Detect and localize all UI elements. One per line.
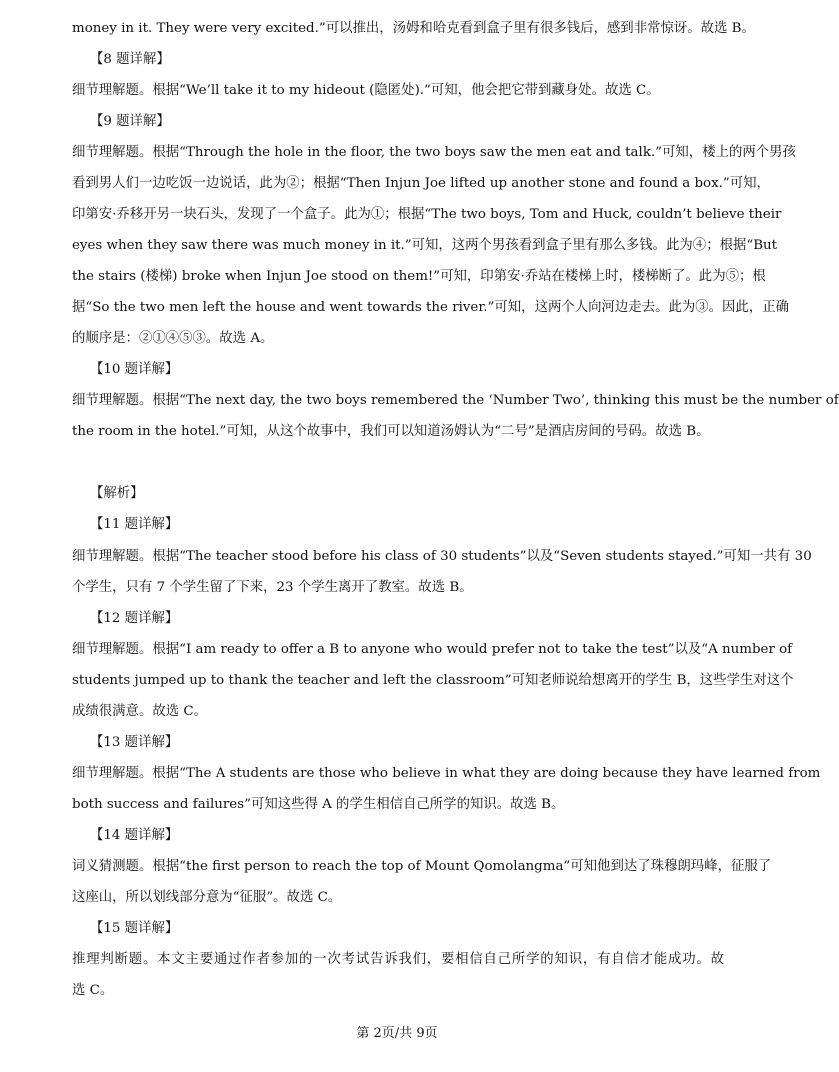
text-line: 的顺序是：②①④⑤③。故选 A。 [72, 331, 274, 346]
text-line: 推理判断题。本文主要通过作者参加的一次考试告诉我们，要相信自己所学的知识，有自信才能成功。故 [72, 952, 724, 967]
text-line: students jumped up to thank the teacher and left the classroom”可知老师说给想离开的学生 B，这些学生对这个 [72, 673, 794, 688]
text-line: the room in the hotel.”可知，从这个故事中，我们可以知道汤姆认为“二号”是酒店房间的号码。故选 B。 [72, 424, 710, 439]
section-heading: 【12 题详解】 [90, 611, 179, 626]
section-heading: 【9 题详解】 [90, 114, 170, 129]
text-line: 词义猜测题。根据“the first person to reach the top of Mount Qomolangma”可知他到达了珠穆朗玛峰，征服了 [72, 859, 772, 874]
text-line: 印第安·乔移开另一块石头，发现了一个盒子。此为①；根据“The two boys, Tom and Huck, couldn’t believe their [72, 207, 782, 222]
text-line: 细节理解题。根据“Through the hole in the floor, the two boys saw the men eat and talk.”可知，楼上的两个男孩 [72, 145, 796, 160]
text-line: both success and failures”可知这些得 A 的学生相信自己所学的知识。故选 B。 [72, 797, 565, 812]
section-heading: 【14 题详解】 [90, 828, 179, 843]
text-line: 选 C。 [72, 983, 114, 998]
text-line: 看到男人们一边吃饭一边说话，此为②；根据“Then Injun Joe lifted up another stone and found a box.”可知， [72, 176, 770, 191]
text-line: eyes when they saw there was much money in it.”可知，这两个男孩看到盒子里有那么多钱。此为④；根据“But [72, 238, 778, 253]
section-heading: 【10 题详解】 [90, 362, 179, 377]
text-line: money in it. They were very excited.”可以推出，汤姆和哈克看到盒子里有很多钱后，感到非常惊讶。故选 B。 [72, 21, 755, 36]
text-line: 据“So the two men left the house and went towards the river.”可知，这两个人向河边走去。此为③。因此，正确 [72, 300, 789, 315]
text-line: 细节理解题。根据“The teacher stood before his class of 30 students”以及“Seven students stayed.”可知一共有 30 [72, 549, 812, 564]
page-number-footer: 第 2页/共 9页 [356, 1026, 438, 1041]
section-heading: 【15 题详解】 [90, 921, 179, 936]
section-heading: 【8 题详解】 [90, 52, 170, 67]
section-heading: 【解析】 [90, 486, 144, 501]
text-line: 成绩很满意。故选 C。 [72, 704, 208, 719]
text-line: the stairs (楼梯) broke when Injun Joe stood on them!”可知，印第安·乔站在楼梯上时，楼梯断了。此为⑤；根 [72, 269, 766, 284]
section-heading: 【11 题详解】 [90, 517, 179, 532]
text-line: 细节理解题。根据“The A students are those who believe in what they are doing because they have learned from [72, 766, 821, 781]
text-line: 个学生，只有 7 个学生留了下来，23 个学生离开了教室。故选 B。 [72, 580, 473, 595]
section-heading: 【13 题详解】 [90, 735, 179, 750]
text-line: 细节理解题。根据“The next day, the two boys remembered the ‘Number Two’, thinking this must be the number of [72, 393, 839, 408]
text-line: 细节理解题。根据“I am ready to offer a B to anyone who would prefer not to take the test”以及“A number of [72, 642, 793, 657]
text-line: 这座山，所以划线部分意为“征服”。故选 C。 [72, 890, 342, 905]
answer-row [72, 453, 287, 473]
text-line: 细节理解题。根据“We’ll take it to my hideout (隐匿处).”可知，他会把它带到藏身处。故选 C。 [72, 83, 660, 98]
